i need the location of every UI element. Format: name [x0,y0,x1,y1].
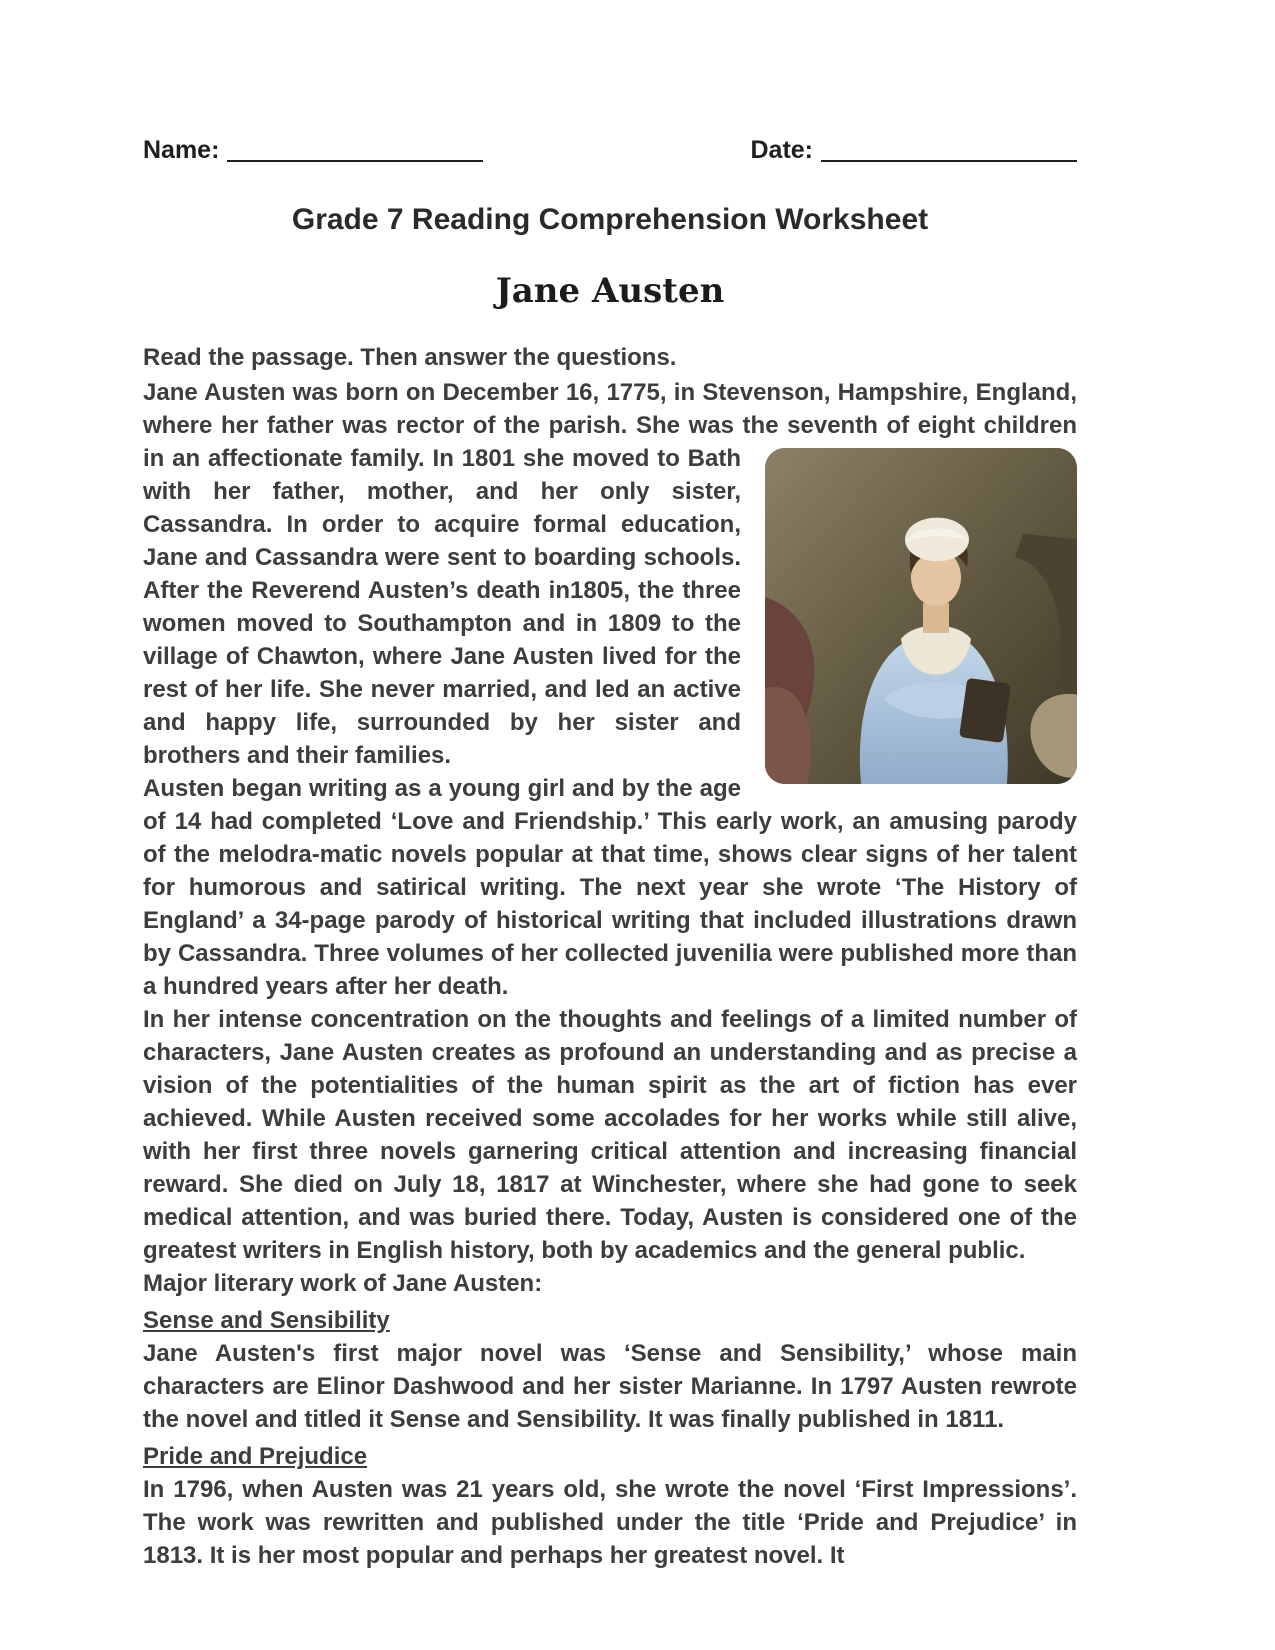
date-blank-line [821,160,1077,162]
passage-title: Jane Austen [495,271,725,311]
paragraph-1-part-1: Jane Austen was born on December 16, 1775, in Stevenson, Hampshire, England, where her father was rector of the parish. She was the seventh of eight children in [143,379,1077,472]
date-field [750,136,1077,165]
date-label: Date: [750,136,813,164]
passage-body [143,376,1077,1572]
name-date-row [143,136,1077,165]
paragraph-1 [143,376,1077,772]
name-field [143,136,483,165]
major-works-label: Major literary work of Jane Austen: [143,1270,543,1297]
work-heading-sense-and-sensibility: Sense and Sensibility [143,1307,390,1334]
instructions-line: Read the passage. Then answer the questions. [143,344,677,371]
name-label: Name: [143,136,220,164]
name-blank-line [227,160,483,162]
work-text-sense-and-sensibility: Jane Austen's first major novel was ‘Sense and Sensibility,’ whose main characters are Elinor Dashwood and her sister Marianne. In 1797 Austen rewrote the novel and titled it Sense and Sensibility. It was finally published in 1811. [143,1340,1077,1433]
worksheet-title: Grade 7 Reading Comprehension Worksheet [291,203,929,236]
work-heading-pride-and-prejudice: Pride and Prejudice [143,1443,368,1470]
paragraph-1-part-2: an affectionate family. In 1801 she moved to Bath with her father, mother, and her only sister, Cassandra. In order to acquire formal education, Jane and Cassandra were sent to boarding schools. After the Reverend Austen’s death in1805, the three women moved to Southampton and in 1809 to the village of Chawton, where Jane Austen lived for the rest of her life. She never married, and led an active and happy life, surrounded by her sister and brothers and their families. [143,445,741,769]
work-text-pride-and-prejudice: In 1796, when Austen was 21 years old, she wrote the novel ‘First Impressions’. The work was rewritten and published under the title ‘Pride and Prejudice’ in 1813. It is her most popular and perhaps her greatest novel. It [143,1476,1077,1569]
paragraph-3: In her intense concentration on the thoughts and feelings of a limited number of characters, Jane Austen creates as profound an understanding and as precise a vision of the potentialities of the human spirit as the art of fiction has ever achieved. While Austen received some accolades for her works while still alive, with her first three novels garnering critical attention and increasing financial reward. She died on July 18, 1817 at Winchester, where she had gone to seek medical attention, and was buried there. Today, Austen is considered one of the greatest writers in English history, both by academics and the general public. [143,1006,1077,1264]
jane-austen-portrait [765,448,1077,784]
paragraph-2: Austen began writing as a young girl and by the age of 14 had completed ‘Love and Friendship.’ This early work, an amusing parody of the melodra-matic novels popular at that time, shows clear signs of her talent for humorous and satirical writing. The next year she wrote ‘The History of England’ a 34-page parody of historical writing that included illustrations drawn by Cassandra. Three volumes of her collected juvenilia were published more than a hundred years after her death. [143,775,1077,1000]
